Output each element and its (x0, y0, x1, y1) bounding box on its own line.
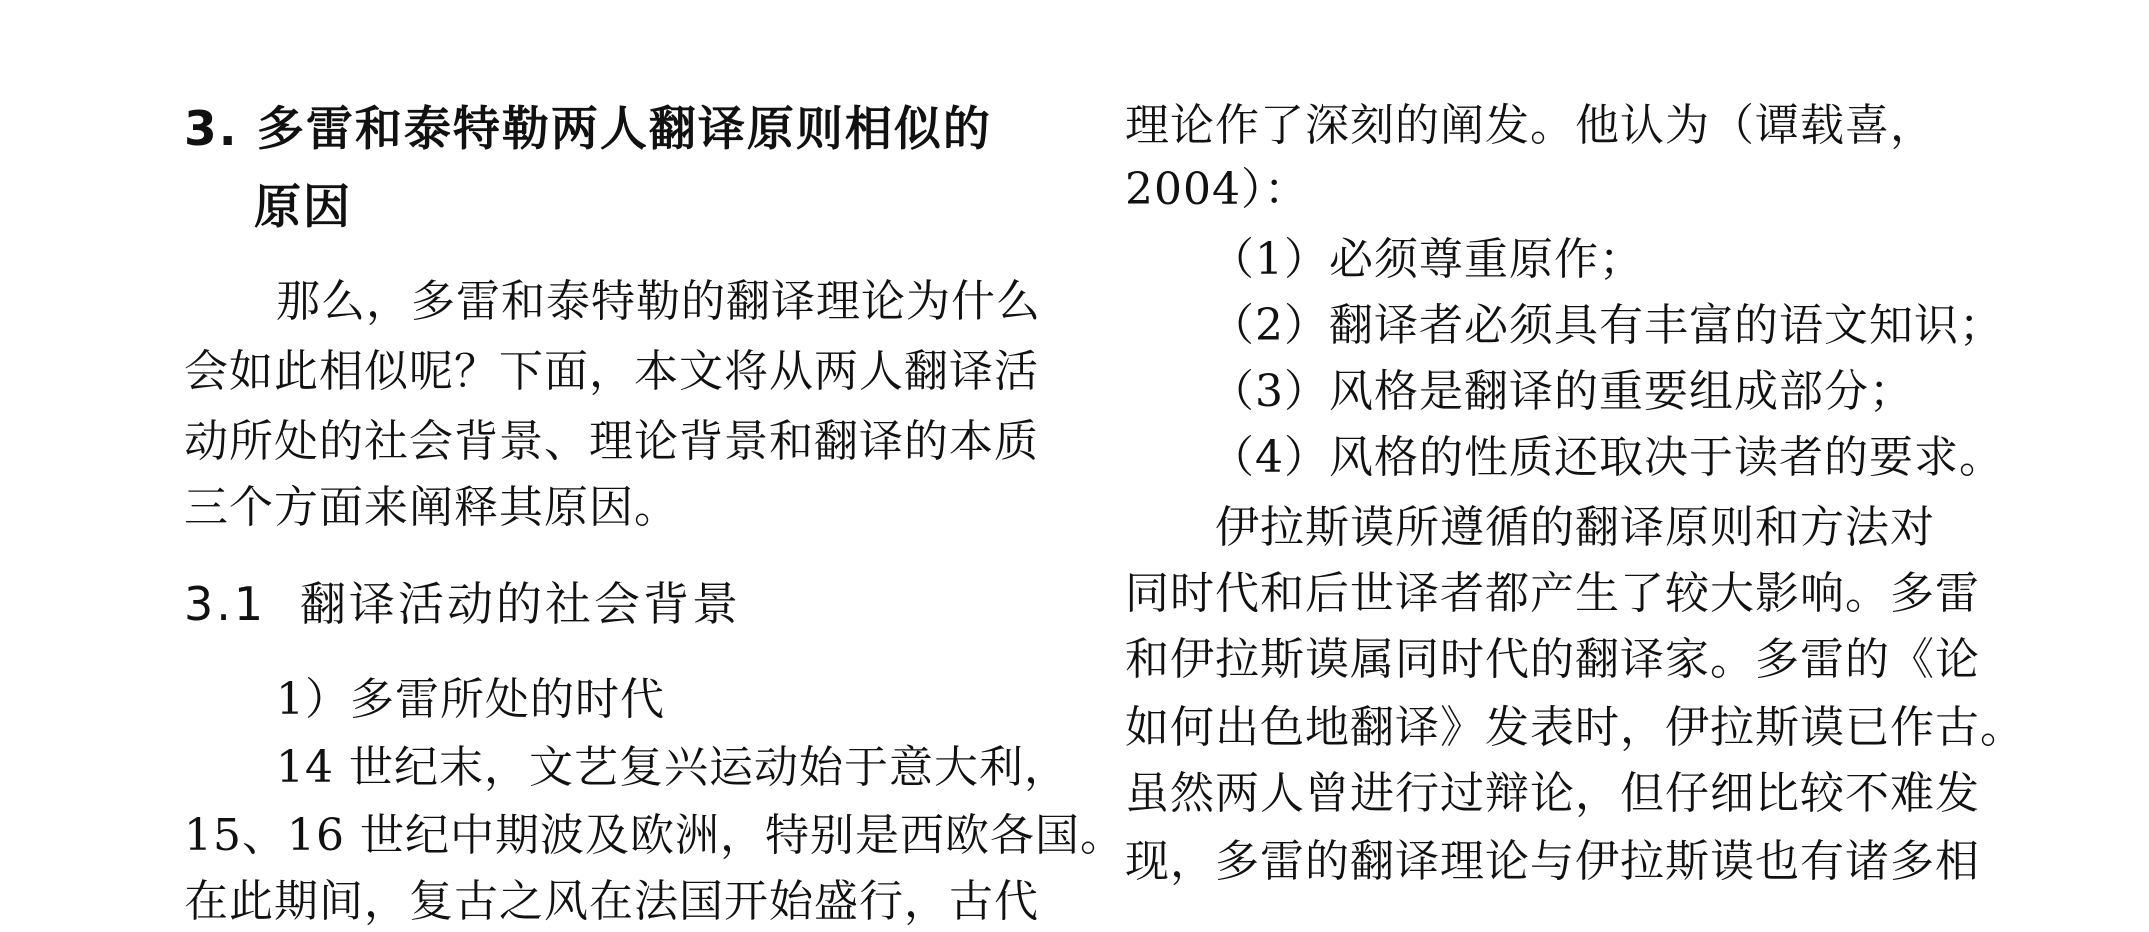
intro-paragraph-line-3: 动所处的社会背景、理论背景和翻译的本质 (184, 416, 1039, 467)
section-heading-line-2: 原因 (254, 180, 352, 235)
body-paragraph-line-3: 在此期间，复古之风在法国开始盛行，古代 (184, 876, 1039, 927)
subsection-title: 翻译活动的社会背景 (300, 577, 741, 631)
paragraph-line-1: 伊拉斯谟所遵循的翻译原则和方法对 (1215, 502, 1935, 553)
body-paragraph-line-1: 14 世纪末，文艺复兴运动始于意大利， (276, 742, 1069, 793)
intro-paragraph-line-1: 那么，多雷和泰特勒的翻译理论为什么 (276, 276, 1041, 327)
section-heading-line-1: 3. 多雷和泰特勒两人翻译原则相似的 (184, 102, 992, 157)
paragraph-line-3: 和伊拉斯谟属同时代的翻译家。多雷的《论 (1125, 634, 1980, 685)
continuation-line-2: 2004）： (1125, 164, 1309, 215)
subsection-number: 3.1 (184, 577, 267, 631)
item-label: 1）多雷所处的时代 (276, 674, 665, 725)
paragraph-line-4: 如何出色地翻译》发表时，伊拉斯谟已作古。 (1125, 702, 2025, 753)
intro-paragraph-line-2: 会如此相似呢？下面，本文将从两人翻译活 (184, 346, 1039, 397)
list-item-3: （3）风格是翻译的重要组成部分； (1210, 366, 1914, 417)
paragraph-line-5: 虽然两人曾进行过辩论，但仔细比较不难发 (1125, 768, 1980, 819)
list-item-2: （2）翻译者必须具有丰富的语文知识； (1210, 300, 2004, 351)
list-item-4: （4）风格的性质还取决于读者的要求。 (1210, 432, 2004, 483)
continuation-line-1: 理论作了深刻的阐发。他认为（谭载喜， (1125, 100, 1935, 151)
list-item-1: （1）必须尊重原作； (1210, 234, 1644, 285)
paragraph-line-2: 同时代和后世译者都产生了较大影响。多雷 (1125, 568, 1980, 619)
body-paragraph-line-2: 15、16 世纪中期波及欧洲，特别是西欧各国。 (184, 810, 1125, 861)
paragraph-line-6: 现，多雷的翻译理论与伊拉斯谟也有诸多相 (1125, 836, 1980, 887)
intro-paragraph-line-4: 三个方面来阐释其原因。 (184, 482, 679, 533)
